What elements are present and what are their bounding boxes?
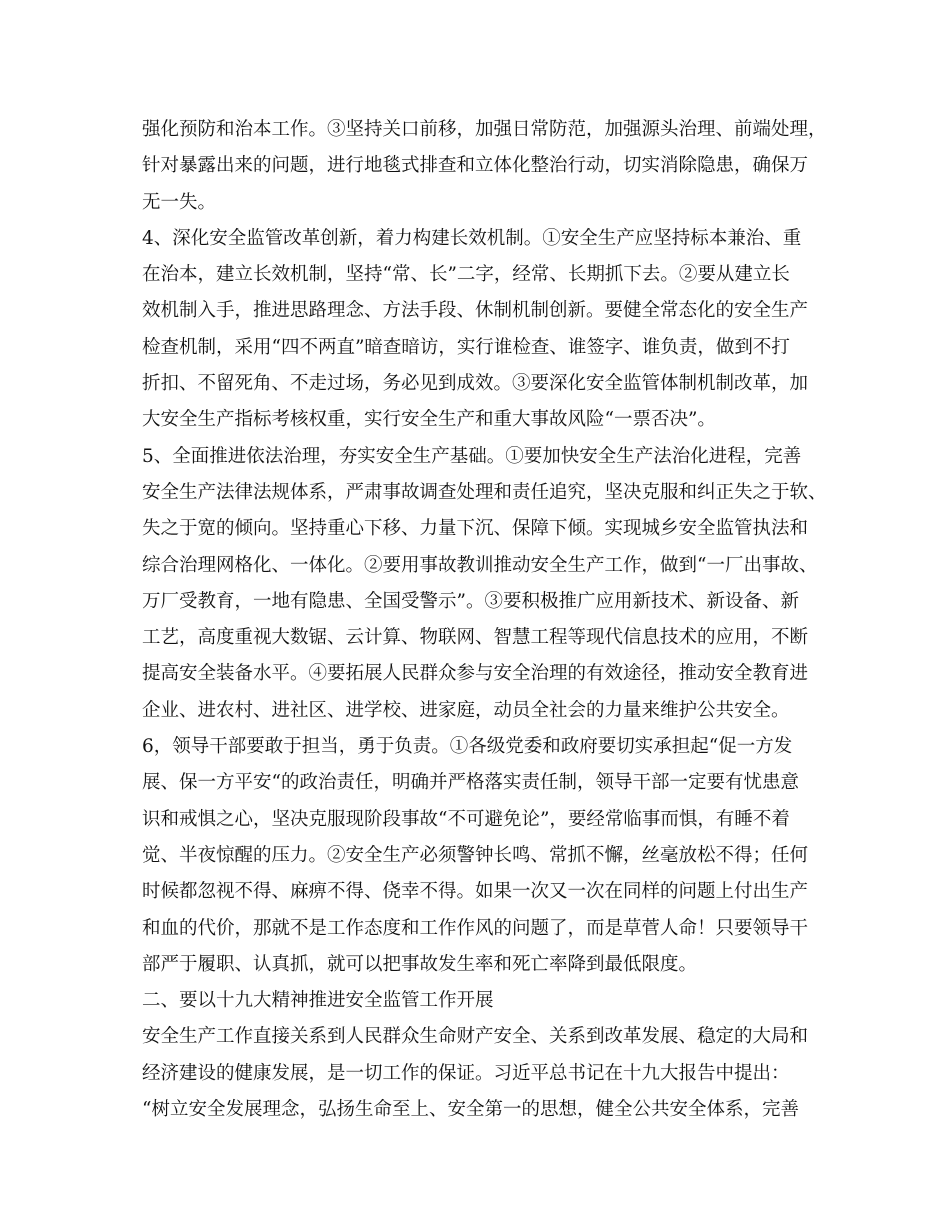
text-line: 综合治理网格化、一体化。②要用事故教训推动安全生产工作，做到“一厂出事故、 xyxy=(142,554,818,576)
section-heading: 二、要以十九大精神推进安全监管工作开展 xyxy=(142,990,494,1012)
text-line: 安全生产工作直接关系到人民群众生命财产安全、关系到改革发展、稳定的大局和 xyxy=(142,1026,809,1048)
text-line: 无一失。 xyxy=(142,191,217,213)
document-body xyxy=(142,112,832,1128)
text-line: 觉、半夜惊醒的压力。②安全生产必须警钟长鸣、常抓不懈，丝毫放松不得；任何 xyxy=(142,844,809,866)
text-line: 识和戒惧之心，坚决克服现阶段事故“不可避免论”，要经常临事而惧，有睡不着 xyxy=(142,808,790,830)
text-line: 万厂受教育，一地有隐患、全国受警示”。③要积极推广应用新技术、新设备、新 xyxy=(142,590,799,612)
text-line: 展、保一方平安“的政治责任，明确并严格落实责任制，领导干部一定要有忧患意 xyxy=(142,772,799,794)
text-line: 效机制入手，推进思路理念、方法手段、休制机制创新。要健全常态化的安全生产 xyxy=(142,300,809,322)
text-line: 和血的代价，那就不是工作态度和工作作风的问题了，而是草菅人命！只要领导干 xyxy=(142,917,809,939)
text-line: 经济建设的健康发展，是一切工作的保证。习近平总书记在十九大报告中提出： xyxy=(142,1062,790,1084)
text-line: 6，领导干部要敢于担当，勇于负责。①各级党委和政府要切实承担起“促一方发 xyxy=(142,736,793,758)
text-line: 4、深化安全监管改革创新，着力构建长效机制。①安全生产应坚持标本兼治、重 xyxy=(142,227,802,249)
text-line: 折扣、不留死角、不走过场，务必见到成效。③要深化安全监管体制机制改革，加 xyxy=(142,373,809,395)
text-line: 在治本，建立长效机制，坚持“常、长”二字，经常、长期抓下去。②要从建立长 xyxy=(142,264,790,286)
text-line: 针对暴露出来的问题，进行地毯式排查和立体化整治行动，切实消除隐患，确保万 xyxy=(142,155,809,177)
text-line: 大安全生产指标考核权重，实行安全生产和重大事故风险“一票否决”。 xyxy=(142,409,716,431)
text-line: 时候都忽视不得、麻痹不得、侥幸不得。如果一次又一次在同样的问题上付出生产 xyxy=(142,881,809,903)
text-line: 工艺，高度重视大数锯、云计算、物联网、智慧工程等现代信息技术的应用，不断 xyxy=(142,627,809,649)
text-line: 检查机制，采用“四不两直”暗查暗访，实行谁检查、谁签字、谁负责，做到不打 xyxy=(142,336,790,358)
text-line: 5、全面推进依法治理，夯实安全生产基础。①要加快安全生产法治化进程，完善 xyxy=(142,445,802,467)
text-line: 强化预防和治本工作。③坚持关口前移，加强日常防范，加强源头治理、前端处理， xyxy=(142,119,827,140)
text-line: 提高安全装备水平。④要拓展人民群众参与安全治理的有效途径，推动安全教育进 xyxy=(142,663,809,685)
text-line: “树立安全发展理念，弘扬生命至上、安全第一的思想，健全公共安全体系，完善 xyxy=(142,1099,799,1121)
text-line: 安全生产法律法规体系，严肃事故调查处理和责任追究，坚决克服和纠正失之于软、 xyxy=(142,481,827,503)
text-line: 部严于履职、认真抓，就可以把事故发生率和死亡率降到最低限度。 xyxy=(142,953,698,975)
text-line: 失之于宽的倾向。坚持重心下移、力量下沉、保障下倾。实现城乡安全监管执法和 xyxy=(142,518,809,540)
text-line: 企业、进农村、进社区、进学校、进家庭，动员全社会的力量来维护公共安全。 xyxy=(142,699,790,721)
